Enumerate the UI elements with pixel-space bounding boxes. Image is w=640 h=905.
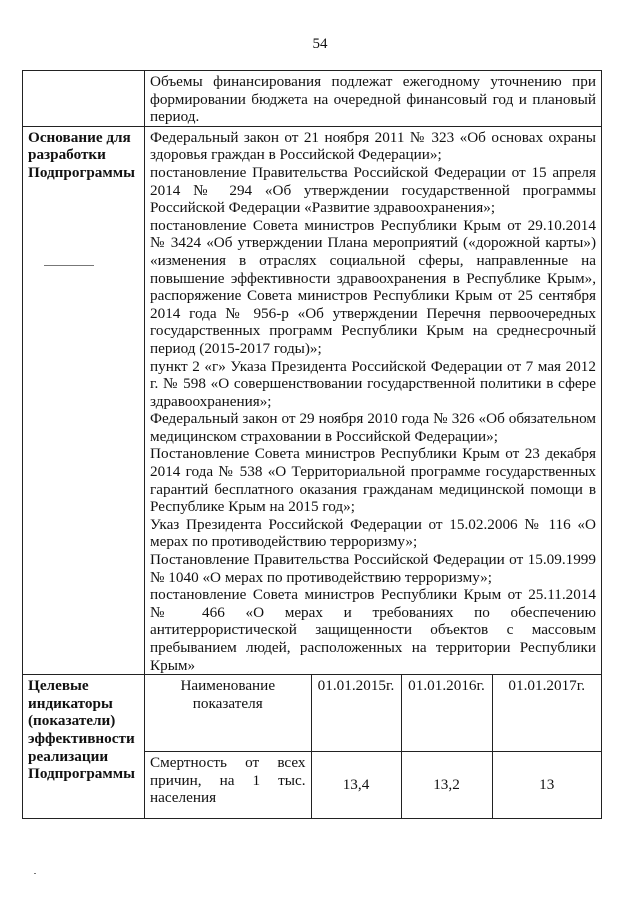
basis-label <box>23 126 145 674</box>
basis-content <box>145 126 602 674</box>
basis-paragraph: Федеральный закон от 21 ноября 2011 № 323 «Об основах охраны здоровья граждан в Российской Федерации»; <box>150 128 596 164</box>
basis-paragraph: постановление Совета министров Республики Крым от 25.11.2014 № 466 «О мерах и требованиях по обеспечению антитеррористической защищенности объектов с массовым пребыванием людей, расположенных на территории Республики Крым» <box>150 586 596 674</box>
basis-label-line: Подпрограммы <box>28 163 135 181</box>
basis-paragraph: пункт 2 «г» Указа Президента Российской Федерации от 7 мая 2012 г. № 598 «О совершенствовании государственной политики в сфере здравоохранения»; <box>150 357 596 410</box>
funding-note-cell <box>145 71 602 127</box>
indicator-value: 13,4 <box>311 752 401 819</box>
basis-paragraph: Указ Президента Российской Федерации от 15.02.2006 № 116 «О мерах по противодействию терроризму»; <box>150 515 596 551</box>
indicators-label-line: индикаторы <box>28 694 113 712</box>
indicator-row <box>145 752 601 819</box>
empty-label-cell <box>23 71 145 127</box>
program-passport-table <box>22 70 602 819</box>
indicators-label-line: эффективности <box>28 729 135 747</box>
date-header: 01.01.2017г. <box>492 675 601 752</box>
scan-artifact <box>34 873 36 874</box>
indicator-value: 13,2 <box>401 752 492 819</box>
basis-label-line: разработки <box>28 146 106 164</box>
indicators-label <box>23 675 145 819</box>
basis-paragraph: постановление Правительства Российской Федерации от 15 апреля 2014 № 294 «Об утверждении государственной программы Российской Федерации «Развитие здравоохранения»; <box>150 163 596 217</box>
indicators-label-line: реализации <box>28 747 109 765</box>
page-number: 54 <box>312 36 328 52</box>
funding-note-row <box>23 71 602 127</box>
indicator-name: Смертность от всех причин, на 1 тыс. населения <box>145 752 311 819</box>
basis-paragraph: Федеральный закон от 29 ноября 2010 года № 326 «Об обязательном медицинском страховании в Российской Федерации»; <box>150 410 596 445</box>
basis-label-line: Основание для <box>28 128 131 146</box>
funding-note-text: Объемы финансирования подлежат ежегодному уточнению при формировании бюджета на очередной финансовый год и плановый период. <box>150 73 596 126</box>
indicators-label-line: Целевые <box>28 677 89 695</box>
scan-artifact <box>44 265 94 266</box>
date-header: 01.01.2015г. <box>311 675 401 752</box>
basis-paragraph: Постановление Правительства Российской Федерации от 15.09.1999 № 1040 «О мерах по противодействию терроризму»; <box>150 551 596 586</box>
indicator-name-header: Наименование показателя <box>145 675 311 752</box>
indicators-header-row <box>145 675 601 752</box>
indicators-content <box>145 675 602 819</box>
indicator-value: 13 <box>492 752 601 819</box>
date-header: 01.01.2016г. <box>401 675 492 752</box>
basis-paragraph: Постановление Совета министров Республики Крым от 23 декабря 2014 года № 538 «О Территориальной программе государственных гарантий бесплатного оказания гражданам медицинской помощи в Республике Крым на 2015 год»; <box>150 445 596 516</box>
indicators-label-line: Подпрограммы <box>28 765 135 783</box>
indicators-label-line: (показатели) <box>28 712 116 730</box>
indicators-table <box>145 675 601 818</box>
basis-row <box>23 126 602 674</box>
basis-paragraph: постановление Совета министров Республики Крым от 29.10.2014 № 3424 «Об утверждении Плана мероприятий («дорожной карты») «изменения в отраслях социальной сферы, направленные на повышение эффективности здравоохранения в Республике Крым», распоряжение Совета министров Республики Крым от 25 сентября 2014 года № 956-р «Об утверждении Перечня первоочередных государственных программ Республики Крым на среднесрочный период (2015-2017 годы)»; <box>150 216 596 357</box>
indicators-row <box>23 675 602 819</box>
